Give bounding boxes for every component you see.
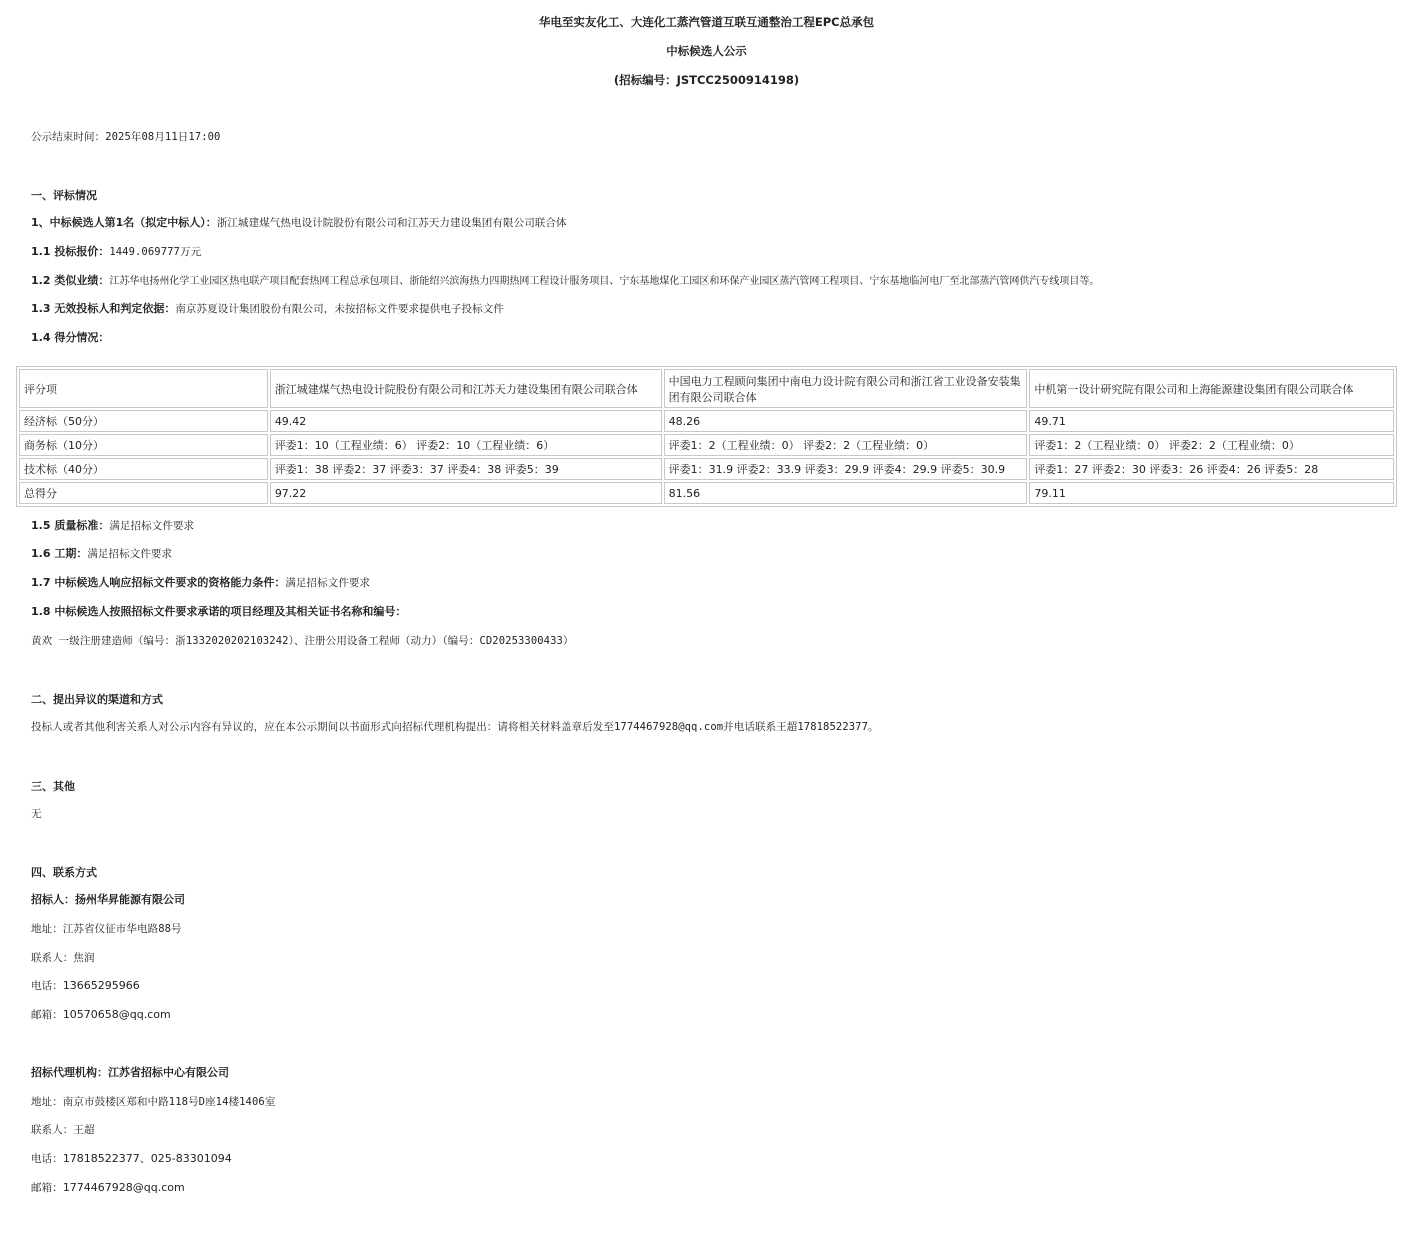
- first-candidate: [31, 216, 567, 230]
- score-table: [16, 366, 1397, 507]
- tenderer-email: [31, 1008, 171, 1022]
- table-header-cell: 中机第一设计研究院有限公司和上海能源建设集团有限公司联合体: [1029, 369, 1394, 408]
- table-header-row: [19, 369, 1394, 408]
- construction-period: [31, 547, 172, 561]
- agency-email-value: 1774467928@qq.com: [62, 1181, 185, 1194]
- invalid-bidder: [31, 302, 504, 316]
- other-text: 无: [31, 808, 42, 820]
- project-manager-value: 黄欢 一级注册建造师（编号：浙1332020202103242）、注册公用设备工程师（动力）（编号：CD20253300433）: [31, 635, 574, 647]
- table-cell: 商务标（10分）: [19, 434, 268, 456]
- table-header-cell: 中国电力工程顾问集团中南电力设计院有限公司和浙江省工业设备安装集团有限公司联合体: [664, 369, 1028, 408]
- notice-end-time: 公示结束时间：2025年08月11日17:00: [31, 131, 221, 143]
- quality-standard-value: 满足招标文件要求: [109, 520, 195, 532]
- tenderer-address: 地址：江苏省仪征市华电路88号: [31, 923, 182, 935]
- bid-price-label: 1.1 投标报价：: [31, 245, 110, 258]
- quality-standard-label: 1.5 质量标准：: [31, 519, 110, 532]
- qualification-value: 满足招标文件要求: [285, 577, 371, 589]
- table-cell: 评委1：2（工程业绩：0） 评委2：2（工程业绩：0）: [664, 434, 1028, 456]
- project-manager-heading: 1.8 中标候选人按照招标文件要求承诺的项目经理及其相关证书名称和编号：: [31, 605, 407, 618]
- table-cell: 评委1：38 评委2：37 评委3：37 评委4：38 评委5：39: [270, 458, 662, 480]
- table-cell: 评委1：2（工程业绩：0） 评委2：2（工程业绩：0）: [1029, 434, 1394, 456]
- first-candidate-label: 1、中标候选人第1名（拟定中标人）：: [31, 216, 217, 229]
- section-heading-objection: 二、提出异议的渠道和方式: [31, 693, 163, 706]
- table-cell: 79.11: [1029, 482, 1394, 504]
- table-cell: 评委1：31.9 评委2：33.9 评委3：29.9 评委4：29.9 评委5：30.9: [664, 458, 1028, 480]
- table-cell: 总得分: [19, 482, 268, 504]
- table-cell: 经济标（50分）: [19, 410, 268, 432]
- tenderer-phone-value: 13665295966: [62, 979, 140, 992]
- agency-phone: [31, 1152, 232, 1166]
- table-cell: 81.56: [664, 482, 1028, 504]
- tenderer-name: 招标人：扬州华昇能源有限公司: [31, 893, 185, 906]
- similar-projects-label: 1.2 类似业绩：: [31, 274, 110, 287]
- agency-phone-value: 17818522377、025-83301094: [62, 1152, 232, 1165]
- agency-email: [31, 1181, 185, 1195]
- invalid-bidder-label: 1.3 无效投标人和判定依据：: [31, 302, 176, 315]
- section-heading-other: 三、其他: [31, 780, 75, 793]
- similar-projects-value: 江苏华电扬州化学工业园区热电联产项目配套热网工程总承包项目、浙能绍兴滨海热力四期热网工程设计服务项目、宁东基地煤化工园区和环保产业园区蒸汽管网工程项目、宁东基地临河电厂至北部蒸汽管网供汽专线项目等。: [109, 276, 1100, 287]
- tenderer-phone: [31, 979, 140, 993]
- table-cell: 49.71: [1029, 410, 1394, 432]
- table-row: [19, 482, 1394, 504]
- tenderer-phone-label: 电话：: [31, 980, 63, 992]
- page-title: 华电至实友化工、大连化工蒸汽管道互联互通整治工程EPC总承包: [538, 15, 875, 29]
- agency-phone-label: 电话：: [31, 1153, 63, 1165]
- agency-address: 地址：南京市鼓楼区郑和中路118号D座14楼1406室: [31, 1096, 276, 1108]
- objection-text: 投标人或者其他利害关系人对公示内容有异议的，应在本公示期间以书面形式向招标代理机构提出：请将相关材料盖章后发至1774467928@qq.com并电话联系王超17818522377。: [31, 721, 879, 733]
- tender-number: (招标编号：JSTCC2500914198): [613, 73, 800, 87]
- table-cell: 技术标（40分）: [19, 458, 268, 480]
- qualification: [31, 576, 370, 590]
- quality-standard: [31, 519, 194, 533]
- table-cell: 97.22: [270, 482, 662, 504]
- agency-name: 招标代理机构：江苏省招标中心有限公司: [31, 1066, 229, 1079]
- table-row: [19, 458, 1394, 480]
- table-cell: 评委1：27 评委2：30 评委3：26 评委4：26 评委5：28: [1029, 458, 1394, 480]
- first-candidate-value: 浙江城建煤气热电设计院股份有限公司和江苏天力建设集团有限公司联合体: [216, 217, 567, 229]
- table-header-cell: 评分项: [19, 369, 268, 408]
- bid-price: [31, 245, 201, 259]
- table-row: [19, 410, 1394, 432]
- table-cell: 49.42: [270, 410, 662, 432]
- qualification-label: 1.7 中标候选人响应招标文件要求的资格能力条件：: [31, 576, 286, 589]
- construction-period-label: 1.6 工期：: [31, 547, 88, 560]
- table-row: [19, 434, 1394, 456]
- invalid-bidder-value: 南京苏夏设计集团股份有限公司，未按招标文件要求提供电子投标文件: [175, 303, 504, 315]
- construction-period-value: 满足招标文件要求: [87, 548, 173, 560]
- table-cell: 48.26: [664, 410, 1028, 432]
- tenderer-email-value: 10570658@qq.com: [62, 1008, 171, 1021]
- tenderer-email-label: 邮箱：: [31, 1009, 63, 1021]
- page-subtitle: 中标候选人公示: [666, 44, 747, 58]
- agency-contact: 联系人：王超: [31, 1124, 95, 1136]
- bid-price-value: 1449.069777万元: [109, 246, 202, 258]
- section-heading-evaluation: 一、评标情况: [31, 189, 97, 202]
- table-header-cell: 浙江城建煤气热电设计院股份有限公司和江苏天力建设集团有限公司联合体: [270, 369, 662, 408]
- section-heading-contact: 四、联系方式: [31, 866, 97, 879]
- table-cell: 评委1：10（工程业绩：6） 评委2：10（工程业绩：6）: [270, 434, 662, 456]
- tenderer-contact: 联系人：焦润: [31, 952, 95, 964]
- score-heading: 1.4 得分情况：: [31, 331, 110, 344]
- similar-projects: [31, 274, 1099, 289]
- agency-email-label: 邮箱：: [31, 1182, 63, 1194]
